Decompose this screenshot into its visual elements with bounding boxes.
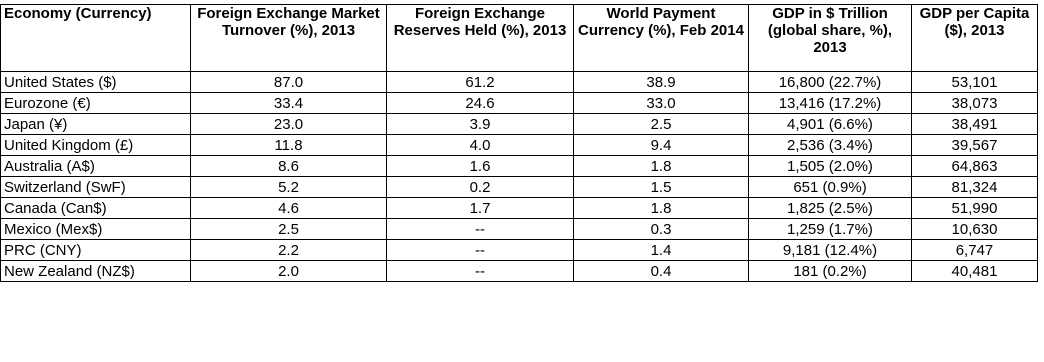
cell-gdp-trillion: 9,181 (12.4%) <box>749 240 912 261</box>
cell-economy: United Kingdom (£) <box>1 135 191 156</box>
cell-fx-market-turnover: 87.0 <box>191 72 387 93</box>
cell-world-payment-currency: 2.5 <box>574 114 749 135</box>
cell-world-payment-currency: 0.4 <box>574 261 749 282</box>
cell-economy: Australia (A$) <box>1 156 191 177</box>
cell-world-payment-currency: 0.3 <box>574 219 749 240</box>
cell-fx-reserves-held: -- <box>387 219 574 240</box>
cell-fx-market-turnover: 33.4 <box>191 93 387 114</box>
table-body <box>1 72 1038 282</box>
header-fx-reserves-held: Foreign Exchange Reserves Held (%), 2013 <box>387 5 574 72</box>
cell-economy: Eurozone (€) <box>1 93 191 114</box>
header-gdp-trillion: GDP in $ Trillion (global share, %), 2013 <box>749 5 912 72</box>
header-economy: Economy (Currency) <box>1 5 191 72</box>
header-fx-market-turnover: Foreign Exchange Market Turnover (%), 2013 <box>191 5 387 72</box>
cell-economy: United States ($) <box>1 72 191 93</box>
cell-gdp-per-capita: 38,491 <box>912 114 1038 135</box>
currency-comparison-table <box>0 4 1038 282</box>
cell-fx-reserves-held: 3.9 <box>387 114 574 135</box>
cell-gdp-trillion: 1,825 (2.5%) <box>749 198 912 219</box>
table-header-row <box>1 5 1038 72</box>
table-row <box>1 240 1038 261</box>
table-row <box>1 219 1038 240</box>
cell-world-payment-currency: 1.8 <box>574 198 749 219</box>
cell-economy: Switzerland (SwF) <box>1 177 191 198</box>
cell-fx-reserves-held: 1.7 <box>387 198 574 219</box>
table-row <box>1 177 1038 198</box>
cell-fx-reserves-held: -- <box>387 240 574 261</box>
cell-fx-reserves-held: 1.6 <box>387 156 574 177</box>
header-world-payment-currency: World Payment Currency (%), Feb 2014 <box>574 5 749 72</box>
cell-fx-reserves-held: 0.2 <box>387 177 574 198</box>
cell-gdp-per-capita: 64,863 <box>912 156 1038 177</box>
table-row <box>1 156 1038 177</box>
cell-world-payment-currency: 38.9 <box>574 72 749 93</box>
cell-economy: Japan (¥) <box>1 114 191 135</box>
table-row <box>1 93 1038 114</box>
cell-fx-reserves-held: 61.2 <box>387 72 574 93</box>
cell-gdp-per-capita: 6,747 <box>912 240 1038 261</box>
cell-gdp-trillion: 181 (0.2%) <box>749 261 912 282</box>
cell-gdp-per-capita: 40,481 <box>912 261 1038 282</box>
cell-gdp-per-capita: 38,073 <box>912 93 1038 114</box>
cell-gdp-trillion: 1,259 (1.7%) <box>749 219 912 240</box>
cell-fx-market-turnover: 5.2 <box>191 177 387 198</box>
cell-world-payment-currency: 1.8 <box>574 156 749 177</box>
cell-fx-reserves-held: -- <box>387 261 574 282</box>
cell-economy: New Zealand (NZ$) <box>1 261 191 282</box>
cell-gdp-trillion: 2,536 (3.4%) <box>749 135 912 156</box>
cell-fx-reserves-held: 24.6 <box>387 93 574 114</box>
cell-gdp-per-capita: 51,990 <box>912 198 1038 219</box>
cell-world-payment-currency: 9.4 <box>574 135 749 156</box>
cell-economy: PRC (CNY) <box>1 240 191 261</box>
cell-world-payment-currency: 1.4 <box>574 240 749 261</box>
cell-gdp-trillion: 16,800 (22.7%) <box>749 72 912 93</box>
cell-gdp-per-capita: 39,567 <box>912 135 1038 156</box>
cell-world-payment-currency: 1.5 <box>574 177 749 198</box>
cell-world-payment-currency: 33.0 <box>574 93 749 114</box>
cell-gdp-per-capita: 10,630 <box>912 219 1038 240</box>
table-row <box>1 198 1038 219</box>
cell-fx-market-turnover: 11.8 <box>191 135 387 156</box>
cell-fx-market-turnover: 23.0 <box>191 114 387 135</box>
cell-gdp-trillion: 651 (0.9%) <box>749 177 912 198</box>
cell-fx-market-turnover: 2.0 <box>191 261 387 282</box>
cell-fx-market-turnover: 8.6 <box>191 156 387 177</box>
cell-gdp-per-capita: 81,324 <box>912 177 1038 198</box>
table-row <box>1 261 1038 282</box>
table-row <box>1 72 1038 93</box>
cell-gdp-trillion: 4,901 (6.6%) <box>749 114 912 135</box>
table-row <box>1 114 1038 135</box>
table-row <box>1 135 1038 156</box>
cell-fx-reserves-held: 4.0 <box>387 135 574 156</box>
cell-fx-market-turnover: 4.6 <box>191 198 387 219</box>
cell-fx-market-turnover: 2.5 <box>191 219 387 240</box>
cell-economy: Mexico (Mex$) <box>1 219 191 240</box>
cell-gdp-per-capita: 53,101 <box>912 72 1038 93</box>
cell-gdp-trillion: 13,416 (17.2%) <box>749 93 912 114</box>
cell-economy: Canada (Can$) <box>1 198 191 219</box>
header-gdp-per-capita: GDP per Capita ($), 2013 <box>912 5 1038 72</box>
cell-gdp-trillion: 1,505 (2.0%) <box>749 156 912 177</box>
cell-fx-market-turnover: 2.2 <box>191 240 387 261</box>
